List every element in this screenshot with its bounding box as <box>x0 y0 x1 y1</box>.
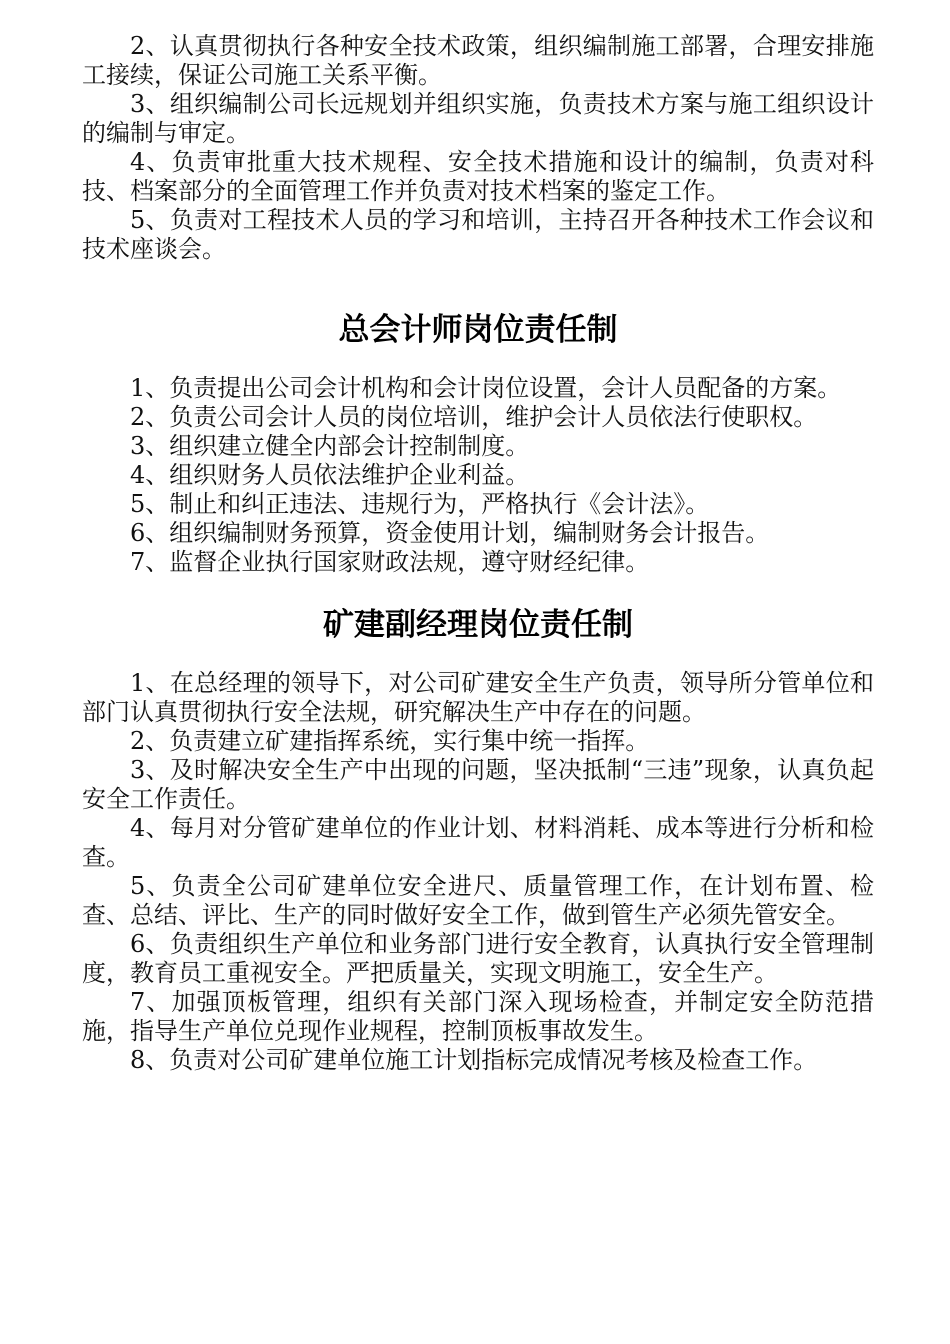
list-item: 5、制止和纠正违法、违规行为，严格执行《会计法》。 <box>130 490 710 518</box>
chief-accountant-section <box>82 310 874 577</box>
paragraph: 3、组织编制公司长远规划并组织实施，负责技术方案与施工组织设计的编制与审定。 <box>82 90 874 147</box>
section-heading: 矿建副经理岗位责任制 <box>323 607 633 643</box>
mining-deputy-manager-section <box>82 605 874 1075</box>
list-item: 7、加强顶板管理，组织有关部门深入现场检查，并制定安全防范措施，指导生产单位兑现作业规程，控制顶板事故发生。 <box>82 988 874 1045</box>
list-item: 3、组织建立健全内部会计控制制度。 <box>130 432 530 460</box>
paragraph: 5、负责对工程技术人员的学习和培训，主持召开各种技术工作会议和技术座谈会。 <box>82 206 874 263</box>
list-item: 7、监督企业执行国家财政法规，遵守财经纪律。 <box>130 548 650 576</box>
chief-engineer-continued-section <box>82 32 874 264</box>
list-item: 3、及时解决安全生产中出现的问题，坚决抵制“三违”现象，认真负起安全工作责任。 <box>82 756 874 813</box>
paragraph: 4、负责审批重大技术规程、安全技术措施和设计的编制，负责对科技、档案部分的全面管理工作并负责对技术档案的鉴定工作。 <box>82 148 874 205</box>
list-item: 6、负责组织生产单位和业务部门进行安全教育，认真执行安全管理制度，教育员工重视安全。严把质量关，实现文明施工，安全生产。 <box>82 930 874 987</box>
section-heading: 总会计师岗位责任制 <box>338 312 618 348</box>
document-page <box>82 32 874 1075</box>
list-item: 5、负责全公司矿建单位安全进尺、质量管理工作，在计划布置、检查、总结、评比、生产的同时做好安全工作，做到管生产必须先管安全。 <box>82 872 874 929</box>
list-item: 1、在总经理的领导下，对公司矿建安全生产负责，领导所分管单位和部门认真贯彻执行安全法规，研究解决生产中存在的问题。 <box>82 669 874 726</box>
list-item: 4、每月对分管矿建单位的作业计划、材料消耗、成本等进行分析和检查。 <box>82 814 874 871</box>
list-item: 2、负责建立矿建指挥系统，实行集中统一指挥。 <box>130 727 650 755</box>
list-item: 8、负责对公司矿建单位施工计划指标完成情况考核及检查工作。 <box>130 1046 818 1074</box>
list-item: 4、组织财务人员依法维护企业利益。 <box>130 461 530 489</box>
list-item: 6、组织编制财务预算，资金使用计划，编制财务会计报告。 <box>130 519 770 547</box>
list-item: 1、负责提出公司会计机构和会计岗位设置，会计人员配备的方案。 <box>130 374 842 402</box>
paragraph: 2、认真贯彻执行各种安全技术政策，组织编制施工部署，合理安排施工接续，保证公司施工关系平衡。 <box>82 32 874 89</box>
list-item: 2、负责公司会计人员的岗位培训，维护会计人员依法行使职权。 <box>130 403 818 431</box>
